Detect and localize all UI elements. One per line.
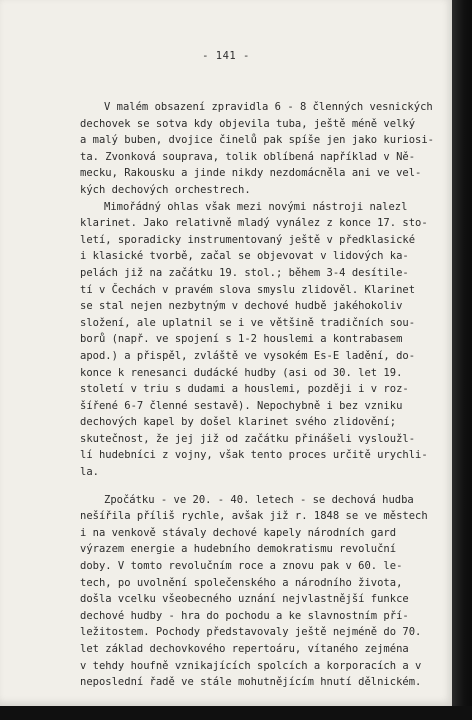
text-line: letí, sporadicky instrumentovaný ještě v předklasické [80, 233, 416, 246]
text-line: konce k renesanci dudácké hudby (asi od 30. let 19. [80, 366, 403, 379]
text-line: tech, po uvolnění společenského a národního života, [80, 576, 403, 589]
text-line: pelách již na začátku 19. stol.; během 3-4 desítile- [80, 266, 409, 279]
text-line: šířené 6-7 členné sestavě). Nepochybně i bez vzniku [80, 399, 403, 412]
text-line: výrazem energie a hudebního demokratismu revoluční [80, 543, 397, 556]
text-line: se stal nejen nezbytným v dechové hudbě jakéhokoliv [80, 300, 403, 313]
paragraph-3 [80, 492, 426, 691]
text-line: klarinet. Jako relativně mladý vynález z konce 17. sto- [80, 217, 428, 230]
text-line: la. [80, 466, 99, 479]
text-line: Zpočátku - ve 20. - 40. letech - se dechová hudba [104, 493, 414, 506]
text-line: dechové hudby - hra do pochodu a ke slavnostním pří- [80, 609, 409, 622]
paragraph-1 [80, 99, 435, 199]
text-line: století v triu s dudami a houslemi, později i v roz- [80, 383, 409, 396]
document-body [80, 99, 435, 691]
book-binding-edge [452, 0, 472, 720]
scan-bottom-edge [0, 706, 472, 720]
text-line: skutečnost, že jej již od začátku přinášeli vysloužl- [80, 432, 416, 445]
text-line: neposlední řadě ve stále mohutnějícím hnutí dělnickém. [80, 676, 422, 689]
paragraph-2 [80, 199, 426, 481]
text-line: složení, ale uplatnil se i ve většině tradičních sou- [80, 316, 416, 329]
text-line: lí hudebníci z vojny, však tento proces určitě urychli- [80, 449, 428, 462]
page-number: - 141 - [202, 50, 250, 62]
paragraph-gap [80, 481, 426, 492]
text-line: mecku, Rakousku a jinde nikdy nezdomácněla ani ve vel- [80, 167, 422, 180]
text-line: došla vcelku všeobecného uznání nejvlastnější funkce [80, 593, 409, 606]
text-line: tí v Čechách v pravém slova smyslu zlidověl. Klarinet [80, 283, 416, 296]
text-line: dechovek se sotva kdy objevila tuba, ještě méně velký [80, 117, 416, 130]
text-line: V malém obsazení zpravidla 6 - 8 členných vesnických [104, 101, 433, 113]
text-line: ležitostem. Pochody představovaly ještě nejméně do 70. [80, 626, 422, 639]
text-line: kých dechových orchestrech. [80, 183, 251, 196]
text-line: v tehdy houfně vznikajících spolcích a korporacích a v [80, 659, 422, 672]
text-line: i na venkově stávaly dechové kapely národních gard [80, 526, 397, 539]
text-line: borů (např. ve spojení s 1-2 houslemi a kontrabasem [80, 333, 403, 346]
text-line: a malý buben, dvojice činelů pak spíše jen jako kuriosi- [80, 134, 435, 147]
text-line: apod.) a přispěl, zvláště ve vysokém Es-E ladění, do- [80, 349, 416, 362]
text-line: let základ dechovkového repertoáru, vítaného zejména [80, 643, 409, 655]
text-line: dechových kapel by došel klarinet svého zlidovění; [80, 416, 397, 429]
text-line: Mimořádný ohlas však mezi novými nástroji nalezl [104, 200, 408, 213]
text-line: i klasické tvorbě, začal se objevovat v lidových ka- [80, 250, 409, 263]
text-line: nešířila příliš rychle, avšak již r. 1848 se ve městech [80, 510, 428, 523]
text-line: doby. V tomto revolučním roce a znovu pak v 60. le- [80, 560, 403, 573]
text-line: ta. Zvonková souprava, tolik oblíbená například v Ně- [80, 150, 416, 163]
